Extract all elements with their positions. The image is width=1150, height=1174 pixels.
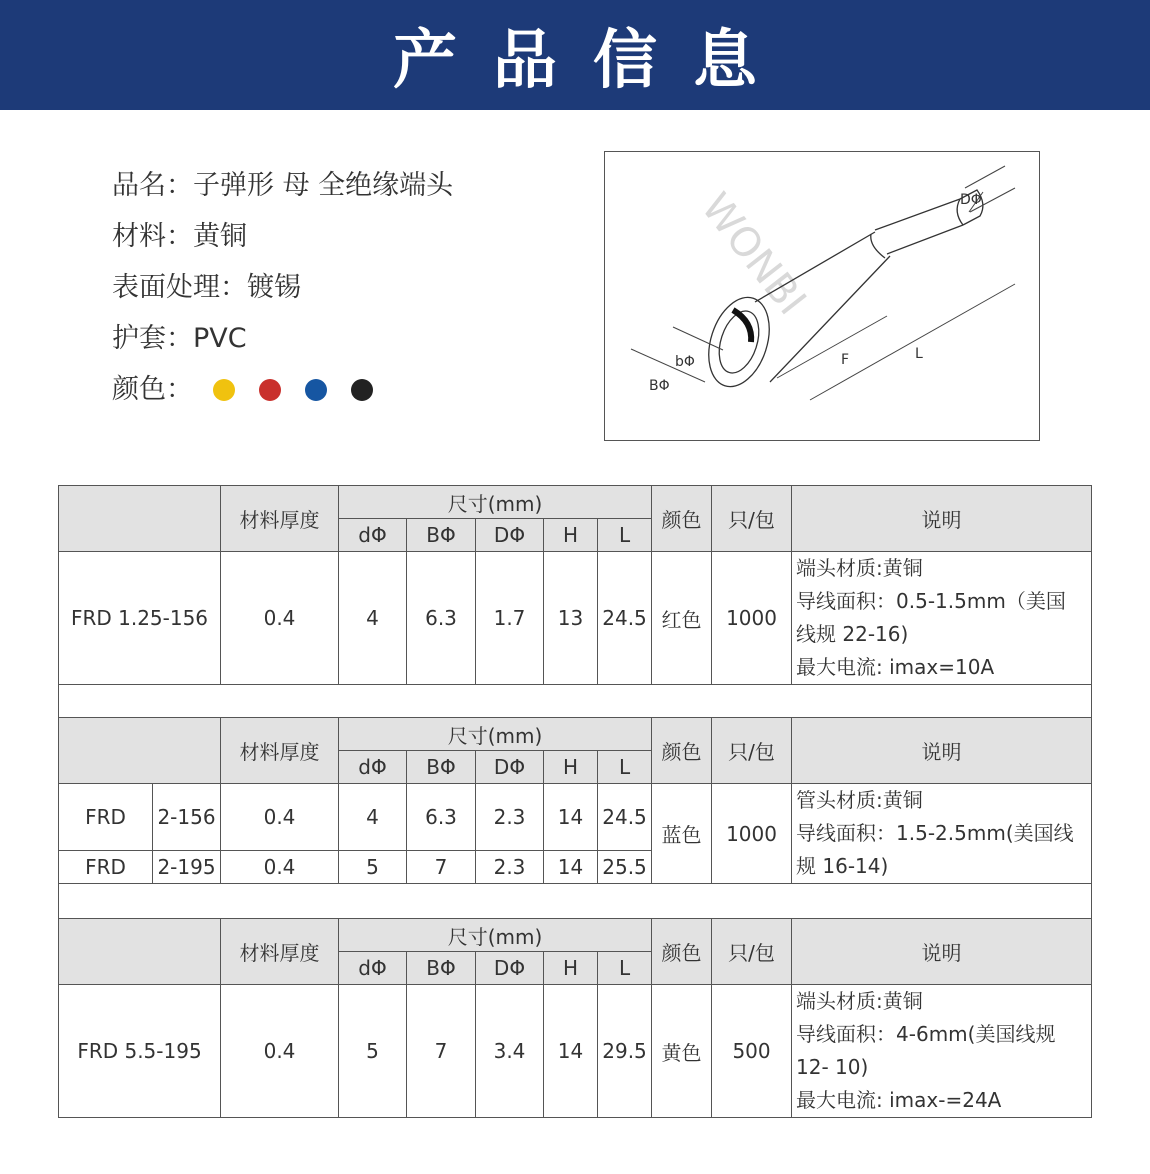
material-label: 材料： (112, 220, 193, 252)
cell-h: 14 (544, 784, 598, 851)
surface-value: 镀锡 (247, 271, 301, 303)
cell-h: 14 (544, 851, 598, 884)
product-info (112, 160, 453, 415)
header-color: 颜色 (652, 919, 712, 985)
sleeve-label: 护套： (112, 322, 193, 354)
cell-model: FRD 5.5-195 (59, 985, 221, 1118)
cell-l: 25.5 (598, 851, 652, 884)
cell-thickness: 0.4 (221, 552, 339, 685)
header-note: 说明 (792, 919, 1092, 985)
color-swatch-red (259, 379, 281, 401)
cell-color: 黄色 (652, 985, 712, 1118)
color-label: 颜色： (112, 373, 193, 405)
spec-table (58, 485, 1092, 1118)
spacer-row (59, 685, 1092, 718)
cell-h: 13 (544, 552, 598, 685)
sleeve-value: PVC (193, 322, 247, 354)
spacer-cell (59, 884, 1092, 919)
header-h: H (544, 952, 598, 985)
color-swatch-blue (305, 379, 327, 401)
cell-thickness: 0.4 (221, 784, 339, 851)
cell-D: 2.3 (476, 851, 544, 884)
page-title: 产品信息 (393, 24, 793, 98)
header-row-2 (59, 718, 1092, 751)
note-line: 端头材质:黄铜 (796, 556, 923, 580)
header-size: 尺寸(mm) (339, 486, 652, 519)
cell-thickness: 0.4 (221, 985, 339, 1118)
header-b: BΦ (407, 519, 476, 552)
cell-b: 6.3 (407, 784, 476, 851)
header-l: L (598, 519, 652, 552)
header-row-1 (59, 486, 1092, 519)
cell-D: 1.7 (476, 552, 544, 685)
terminal-diagram (604, 151, 1040, 441)
header-size: 尺寸(mm) (339, 718, 652, 751)
header-d: dΦ (339, 519, 407, 552)
header-banner (0, 0, 1150, 110)
table-row (59, 985, 1092, 1118)
color-swatch-yellow (213, 379, 235, 401)
header-thickness: 材料厚度 (221, 486, 339, 552)
cell-h: 14 (544, 985, 598, 1118)
note-line: 导线面积：1.5-2.5mm(美国线 (796, 821, 1074, 845)
cell-note (792, 784, 1092, 884)
spacer-cell (59, 685, 1092, 718)
header-color: 颜色 (652, 486, 712, 552)
info-row-surface (112, 262, 453, 313)
header-D: DΦ (476, 952, 544, 985)
note-line: 管头材质:黄铜 (796, 788, 923, 812)
cell-color: 蓝色 (652, 784, 712, 884)
note-line: 导线面积：0.5-1.5mm（美国 (796, 589, 1066, 613)
cell-model: FRD (59, 851, 153, 884)
terminal-drawing (605, 152, 1039, 440)
material-value: 黄铜 (193, 220, 247, 252)
cell-color: 红色 (652, 552, 712, 685)
header-pack: 只/包 (712, 718, 792, 784)
cell-pack: 1000 (712, 552, 792, 685)
header-D: DΦ (476, 751, 544, 784)
cell-D: 2.3 (476, 784, 544, 851)
header-pack: 只/包 (712, 486, 792, 552)
header-h: H (544, 519, 598, 552)
header-color: 颜色 (652, 718, 712, 784)
header-note: 说明 (792, 486, 1092, 552)
cell-d: 5 (339, 985, 407, 1118)
header-l: L (598, 952, 652, 985)
header-D: DΦ (476, 519, 544, 552)
label-l: L (915, 346, 923, 362)
watermark-text: WONBI (692, 184, 815, 324)
cell-note (792, 552, 1092, 685)
header-thickness: 材料厚度 (221, 718, 339, 784)
cell-code: 2-195 (153, 851, 221, 884)
header-note: 说明 (792, 718, 1092, 784)
color-swatch-black (351, 379, 373, 401)
info-row-name (112, 160, 453, 211)
surface-label: 表面处理： (112, 271, 247, 303)
cell-pack: 1000 (712, 784, 792, 884)
header-b: BΦ (407, 751, 476, 784)
header-blank (59, 718, 221, 784)
note-line: 端头材质:黄铜 (796, 989, 923, 1013)
note-line: 规 16-14) (796, 854, 889, 878)
cell-model: FRD (59, 784, 153, 851)
note-line: 线规 22-16) (796, 622, 909, 646)
note-line: 导线面积：4-6mm(美国线规 (796, 1022, 1056, 1046)
cell-b: 7 (407, 851, 476, 884)
cell-l: 24.5 (598, 784, 652, 851)
header-h: H (544, 751, 598, 784)
header-b: BΦ (407, 952, 476, 985)
header-d: dΦ (339, 751, 407, 784)
cell-d: 4 (339, 784, 407, 851)
note-line: 12- 10) (796, 1055, 869, 1079)
label-bphi-small: bΦ (675, 354, 695, 370)
header-blank (59, 486, 221, 552)
cell-pack: 500 (712, 985, 792, 1118)
cell-D: 3.4 (476, 985, 544, 1118)
cell-d: 4 (339, 552, 407, 685)
info-row-sleeve (112, 313, 453, 364)
table-row (59, 784, 1092, 851)
label-f: F (841, 352, 850, 368)
spacer-row (59, 884, 1092, 919)
header-thickness: 材料厚度 (221, 919, 339, 985)
terminal-opening (733, 310, 751, 342)
info-row-material (112, 211, 453, 262)
cell-b: 6.3 (407, 552, 476, 685)
name-value: 子弹形 母 全绝缘端头 (193, 169, 454, 201)
cell-thickness: 0.4 (221, 851, 339, 884)
cell-b: 7 (407, 985, 476, 1118)
header-d: dΦ (339, 952, 407, 985)
cell-note (792, 985, 1092, 1118)
cell-code: 2-156 (153, 784, 221, 851)
header-row-3 (59, 919, 1092, 952)
note-line: 最大电流: imax-=24A (796, 1088, 1002, 1112)
info-row-color (112, 364, 453, 415)
cell-l: 24.5 (598, 552, 652, 685)
table-row (59, 552, 1092, 685)
cell-l: 29.5 (598, 985, 652, 1118)
label-bphi: BΦ (649, 378, 670, 394)
label-dphi: DΦ (960, 192, 982, 208)
header-size: 尺寸(mm) (339, 919, 652, 952)
header-l: L (598, 751, 652, 784)
header-pack: 只/包 (712, 919, 792, 985)
cell-model: FRD 1.25-156 (59, 552, 221, 685)
cell-d: 5 (339, 851, 407, 884)
note-line: 最大电流: imax=10A (796, 655, 995, 679)
header-blank (59, 919, 221, 985)
name-label: 品名： (112, 169, 193, 201)
